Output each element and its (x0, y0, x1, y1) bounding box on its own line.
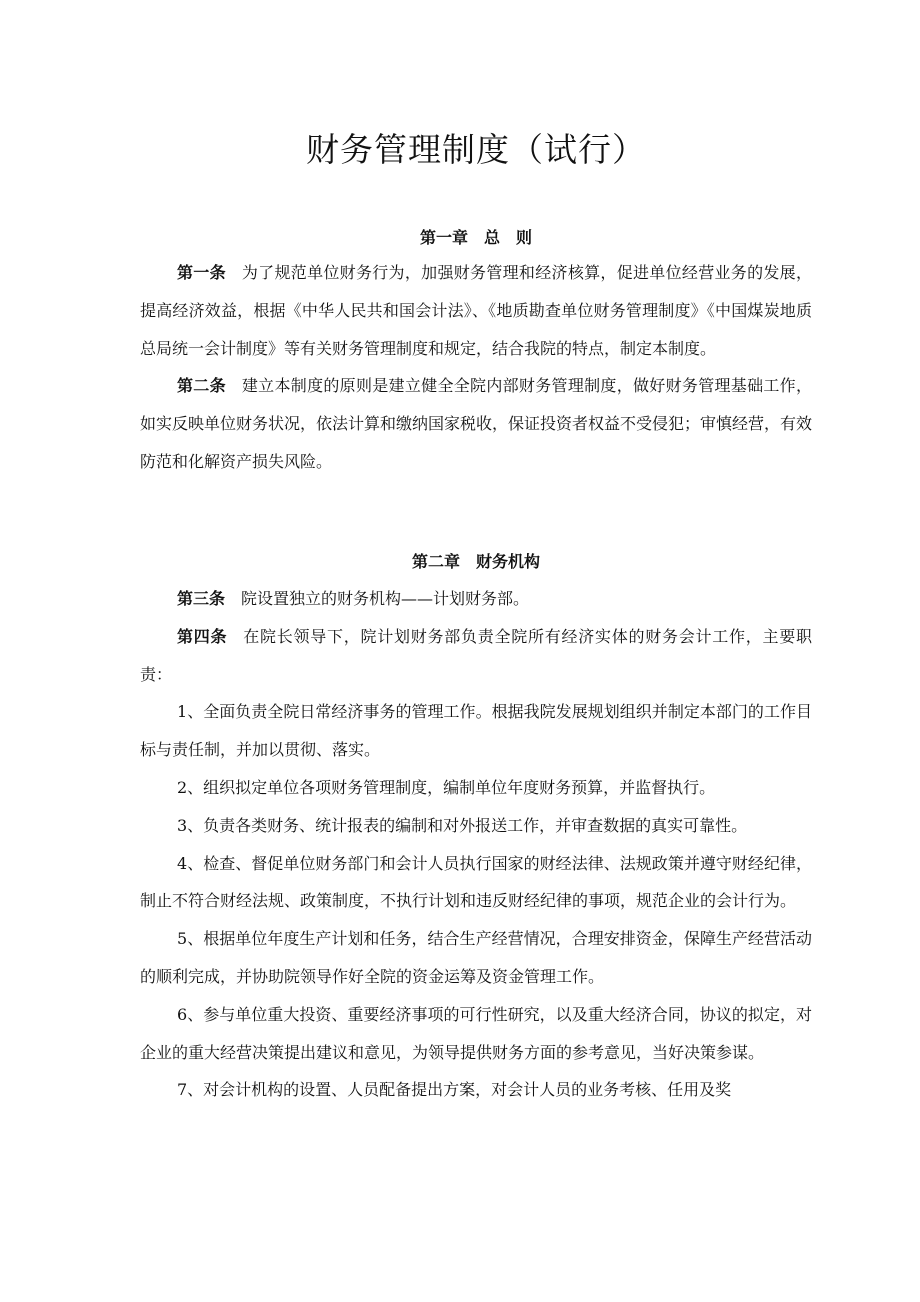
article-4-label: 第四条 (177, 626, 228, 646)
chapter-1-body (140, 254, 812, 481)
list-item-2: 2、组织拟定单位各项财务管理制度，编制单位年度财务预算，并监督执行。 (177, 777, 716, 797)
article-1-label: 第一条 (177, 263, 226, 282)
chapter-2-body (140, 580, 812, 1109)
list-item-6: 6、参与单位重大投资、重要经济事项的可行性研究，以及重大经济合同，协议的拟定，对企业的重大经营决策提出建议和意见，为领导提供财务方面的参考意见，当好决策参谋。 (140, 1004, 812, 1062)
list-item-1: 1、全面负责全院日常经济事务的管理工作。根据我院发展规划组织并制定本部门的工作目标与责任制，并加以贯彻、落实。 (140, 702, 812, 760)
article-3-text: 院设置独立的财务机构——计划财务部。 (241, 589, 530, 608)
list-item-5: 5、根据单位年度生产计划和任务，结合生产经营情况，合理安排资金，保障生产经营活动的顺利完成，并协助院领导作好全院的资金运筹及资金管理工作。 (140, 929, 812, 986)
article-3-label: 第三条 (177, 589, 226, 608)
chapter-1-heading: 第一章 总 则 (419, 228, 532, 247)
document-title: 财务管理制度（试行） (306, 130, 646, 169)
article-4-text: 在院长领导下，院计划财务部负责全院所有经济实体的财务会计工作，主要职责： (140, 626, 812, 684)
article-2 (140, 367, 812, 480)
article-2-text: 建立本制度的原则是建立健全全院内部财务管理制度，做好财务管理基础工作，如实反映单位财务状况，依法计算和缴纳国家税收，保证投资者权益不受侵犯；审慎经营，有效防范和化解资产损失风险。 (140, 376, 813, 471)
list-item-7: 7、对会计机构的设置、人员配备提出方案，对会计人员的业务考核、任用及奖 (177, 1080, 732, 1100)
article-1 (140, 254, 812, 367)
article-2-label: 第二条 (177, 376, 226, 396)
article-3 (140, 580, 812, 618)
list-item-3: 3、负责各类财务、统计报表的编制和对外报送工作，并审查数据的真实可靠性。 (177, 815, 748, 835)
chapter-2-heading: 第二章 财务机构 (411, 552, 540, 571)
list-item-4: 4、检查、督促单位财务部门和会计人员执行国家的财经法律、法规政策并遵守财经纪律，制止不符合财经法规、政策制度，不执行计划和违反财经纪律的事项，规范企业的会计行为。 (140, 853, 812, 911)
article-4 (140, 618, 812, 694)
article-1-text: 为了规范单位财务行为，加强财务管理和经济核算，促进单位经营业务的发展，提高经济效益，根据《中华人民共和国会计法》、《地质勘查单位财务管理制度》《中国煤炭地质总局统一会计制度》等有关财务管理制度和规定，结合我院的特点，制定本制度。 (140, 263, 812, 358)
